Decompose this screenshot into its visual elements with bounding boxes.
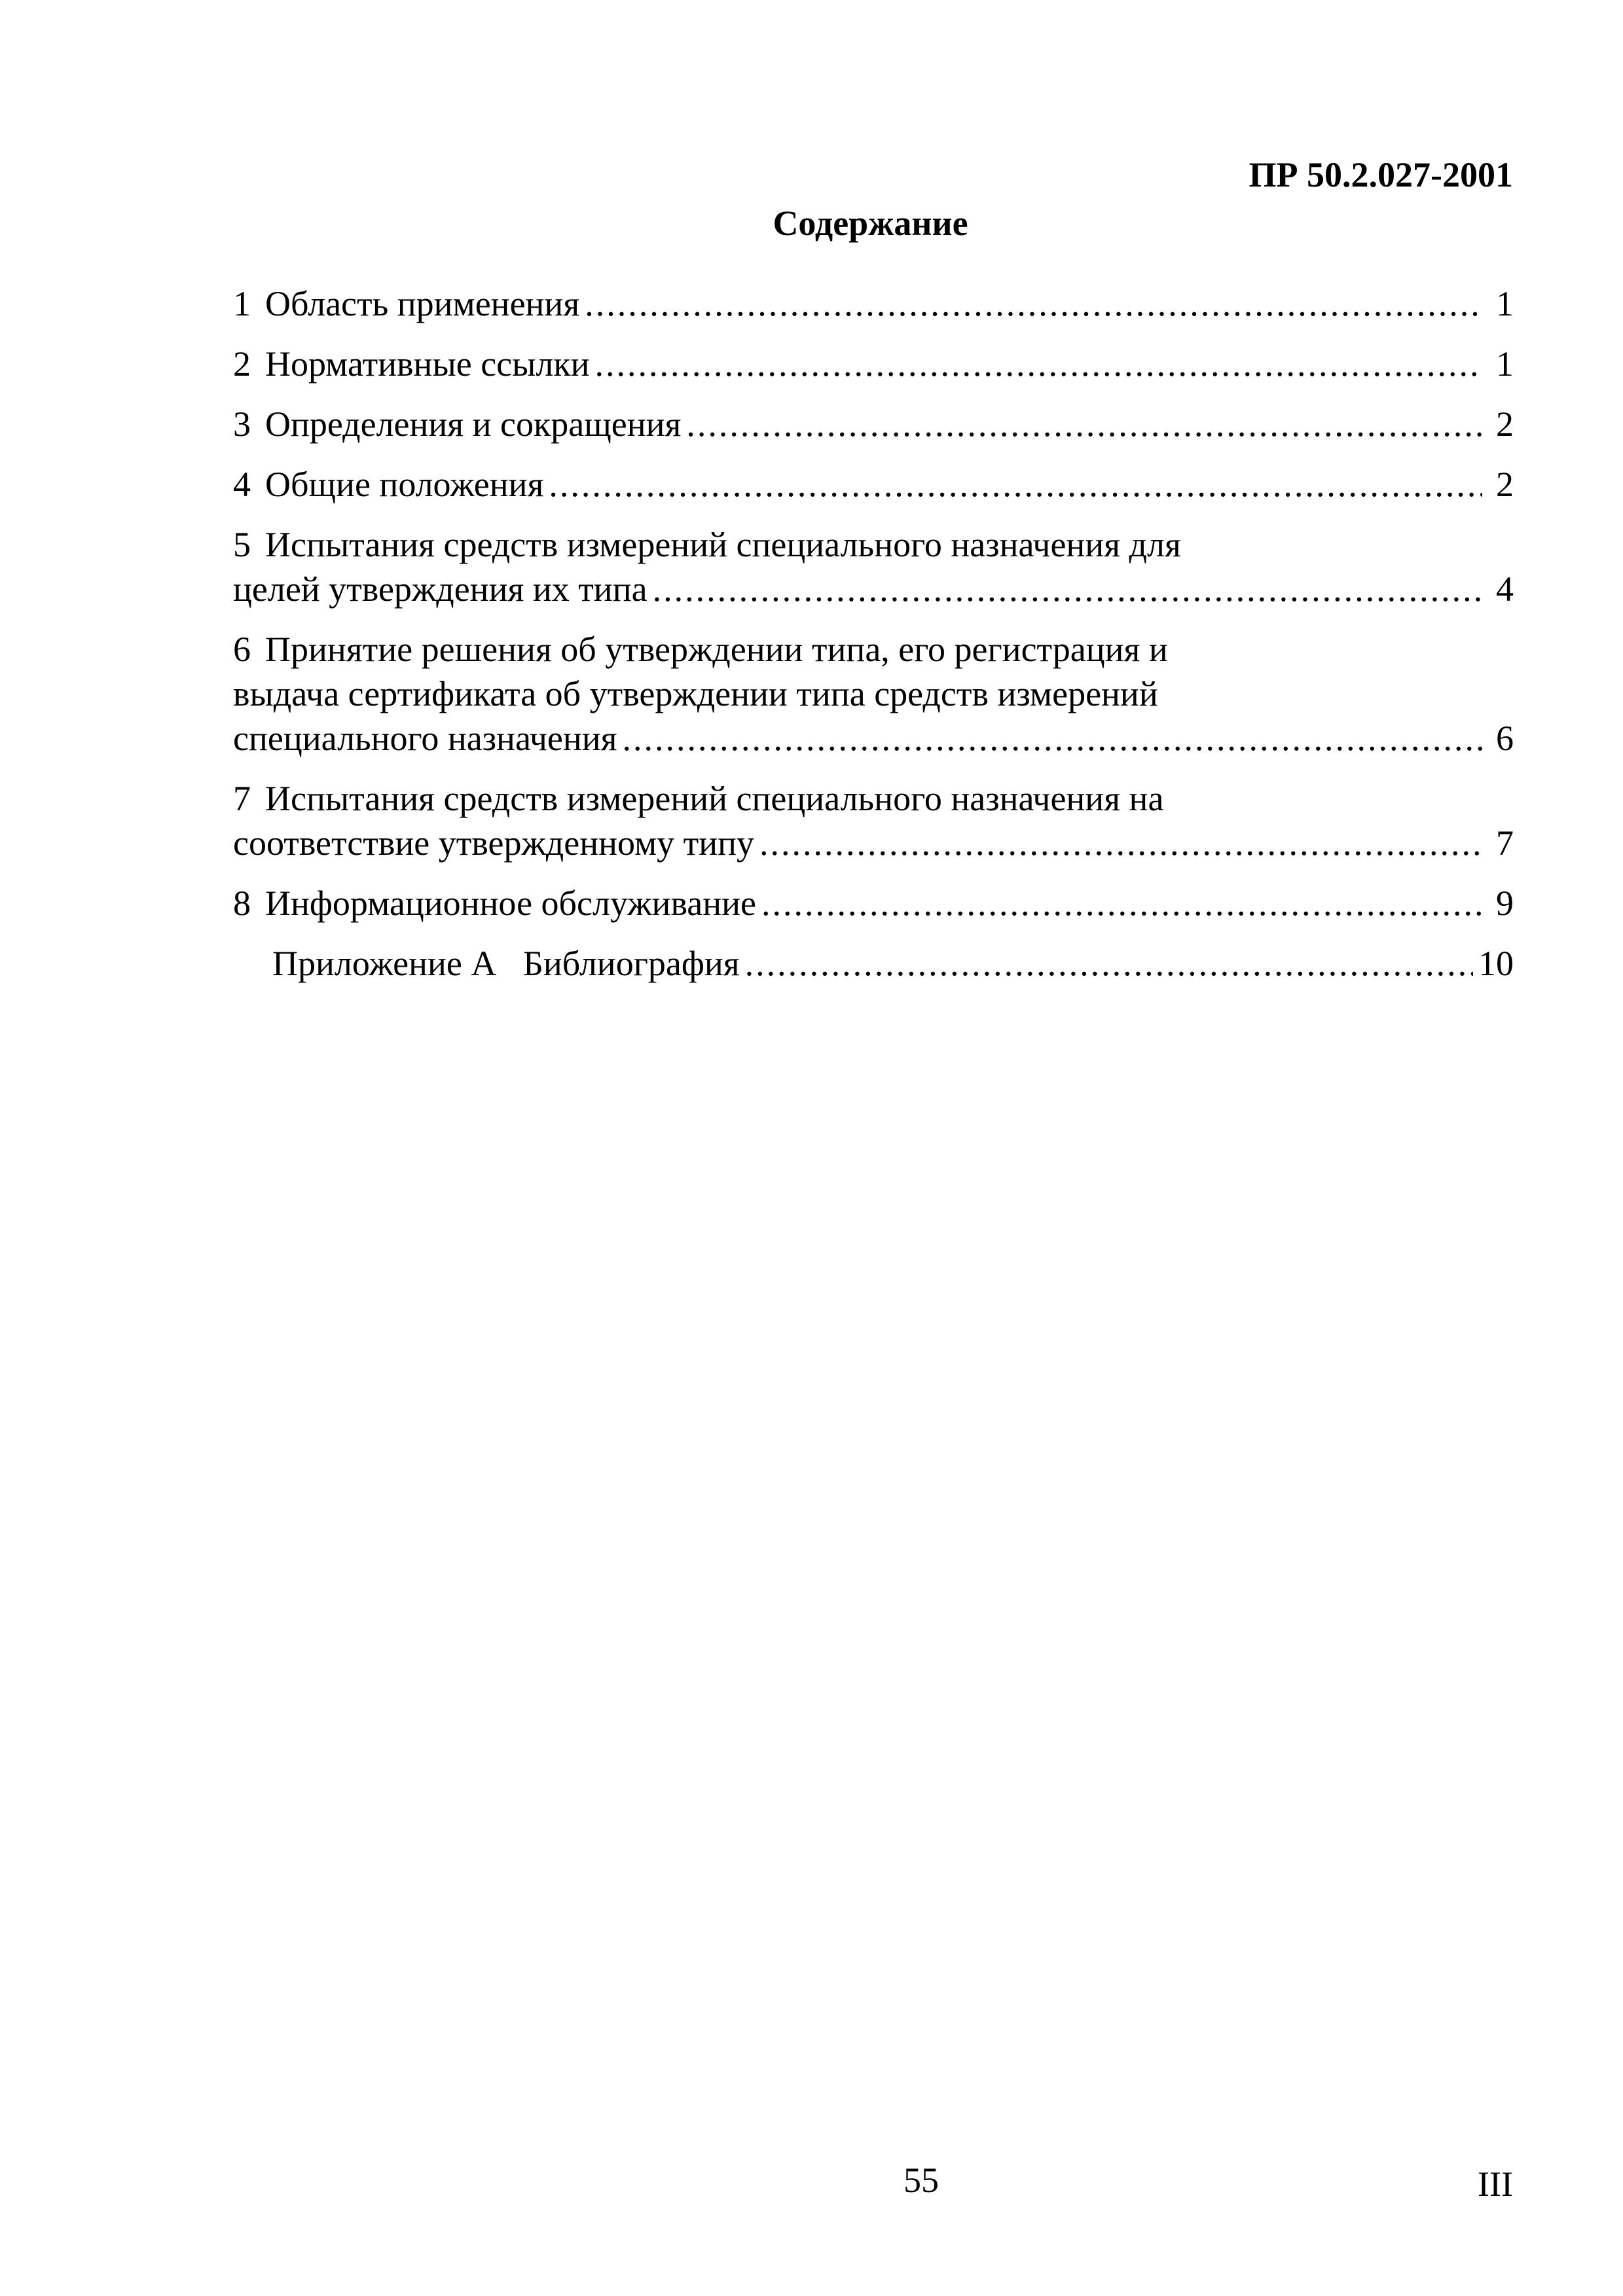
toc-entry-page: 2	[1496, 404, 1514, 444]
dot-leader	[623, 716, 1482, 761]
dot-leader	[686, 402, 1482, 446]
toc-entry-number: 1	[233, 284, 251, 323]
toc-entry-page: 1	[1496, 344, 1514, 384]
dot-leader	[745, 941, 1473, 986]
toc-entry-page: 10	[1478, 944, 1514, 983]
toc-title: Содержание	[773, 204, 968, 243]
toc-entry-title: Приложение А Библиография	[272, 944, 740, 983]
dot-leader	[595, 342, 1483, 386]
toc-entry-page: 9	[1496, 884, 1514, 923]
toc-entry-appendix-a[interactable]	[233, 941, 1514, 986]
dot-leader	[549, 462, 1482, 507]
toc-entry-page: 6	[1496, 719, 1514, 758]
dot-leader	[653, 567, 1482, 611]
toc-entry-4[interactable]	[233, 462, 1514, 507]
toc-entry-2[interactable]	[233, 342, 1514, 386]
toc-entry-7[interactable]	[233, 776, 1514, 865]
toc-entry-page: 1	[1496, 284, 1514, 323]
section-page-number: III	[1478, 2164, 1513, 2204]
toc-entry-title: Область применения	[265, 284, 580, 323]
toc-entry-number: 4	[233, 465, 251, 504]
page-number: 55	[903, 2161, 939, 2200]
document-code: ПР 50.2.027-2001	[1249, 155, 1513, 194]
toc-entry-number: 5	[233, 525, 251, 564]
toc-entry-title-line: Испытания средств измерений специального назначения на	[265, 779, 1164, 818]
toc-entry-title-line: Испытания средств измерений специального назначения для	[265, 525, 1181, 564]
toc-entry-title: специального назначения	[233, 719, 617, 758]
toc-entry-title: Общие положения	[265, 465, 544, 504]
toc-entry-title-line: выдача сертификата об утверждении типа средств измерений	[233, 674, 1158, 713]
toc-entry-title-line: Принятие решения об утверждении типа, его регистрация и	[265, 630, 1168, 669]
dot-leader	[759, 821, 1482, 865]
toc-entry-number: 3	[233, 404, 251, 444]
toc-entry-number: 2	[233, 344, 251, 384]
toc-entry-title: Информационное обслуживание	[265, 884, 756, 923]
dot-leader	[585, 281, 1482, 326]
dot-leader	[761, 881, 1482, 925]
toc-entry-6[interactable]	[233, 627, 1514, 761]
toc-entry-number: 8	[233, 884, 251, 923]
toc-entry-1[interactable]	[233, 281, 1514, 326]
toc-entry-title: соответствие утвержденному типу	[233, 823, 755, 863]
table-of-contents	[233, 281, 1514, 1001]
toc-entry-title: целей утверждения их типа	[233, 569, 647, 609]
toc-entry-page: 4	[1496, 569, 1514, 609]
toc-entry-title: Нормативные ссылки	[265, 344, 590, 384]
toc-entry-page: 2	[1496, 465, 1514, 504]
toc-entry-title: Определения и сокращения	[265, 404, 682, 444]
toc-entry-number: 7	[233, 779, 251, 818]
toc-entry-8[interactable]	[233, 881, 1514, 925]
toc-entry-number: 6	[233, 630, 251, 669]
toc-entry-5[interactable]	[233, 522, 1514, 611]
toc-entry-page: 7	[1496, 823, 1514, 863]
toc-entry-3[interactable]	[233, 402, 1514, 446]
